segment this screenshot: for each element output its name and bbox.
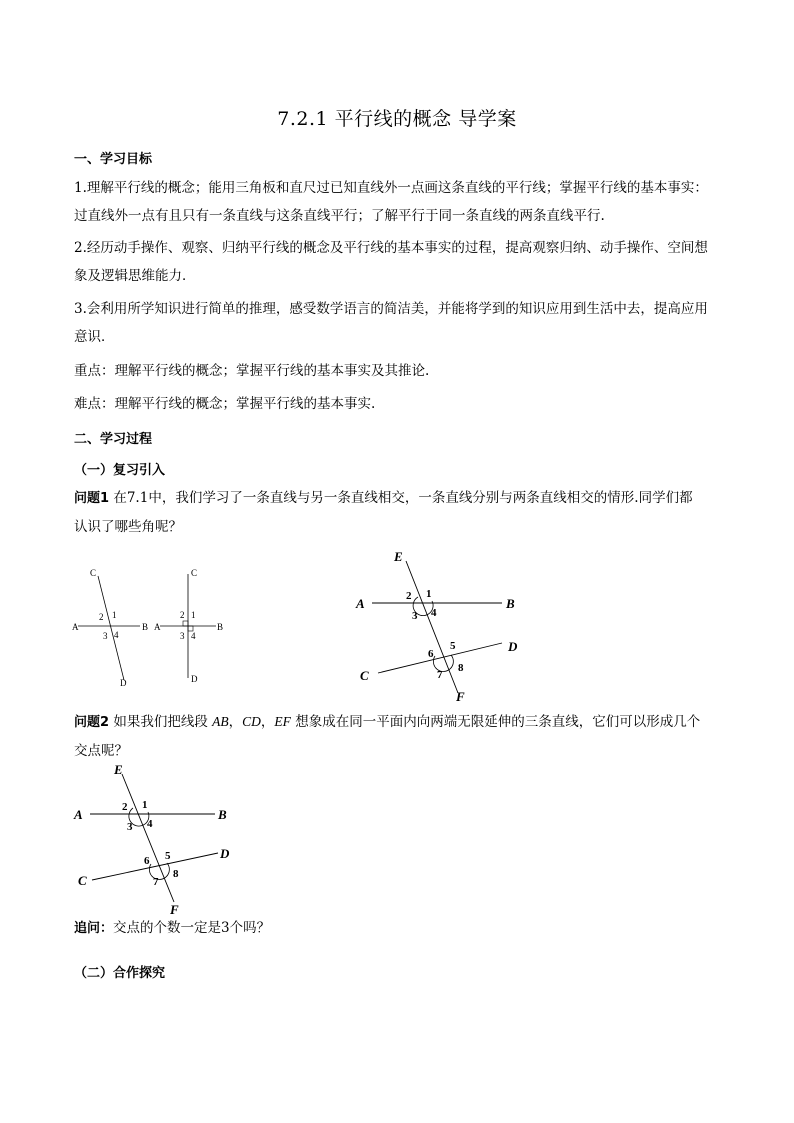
section-heading-goals: 一、学习目标 <box>74 152 153 167</box>
fig3-label-c: C <box>360 668 369 683</box>
fig1-label-b: B <box>142 622 149 632</box>
fig3-label-4: 4 <box>431 607 437 619</box>
separator: ， <box>260 714 275 730</box>
fig2-label-d: D <box>191 674 198 684</box>
line-ef <box>406 561 458 693</box>
fig4-label-8: 8 <box>173 868 179 880</box>
fig3-label-6: 6 <box>428 648 434 660</box>
figure-three-lines-large <box>350 545 530 705</box>
segment-ab: AB <box>212 714 229 729</box>
section-heading-process: 二、学习过程 <box>74 432 153 447</box>
goal-3 <box>74 295 724 351</box>
fig4-label-f: F <box>170 902 179 917</box>
question-2-text-a: 如果我们把线段 <box>113 714 208 730</box>
difficulty: 难点：理解平行线的概念；掌握平行线的基本事实. <box>74 396 376 412</box>
right-angle-mark <box>183 621 188 626</box>
goal-2 <box>74 234 724 290</box>
separator: ， <box>228 714 243 730</box>
fig3-label-7: 7 <box>437 669 443 681</box>
question-2-line-2: 交点呢？ <box>74 743 128 759</box>
fig3-label-f: F <box>456 689 465 704</box>
fig3-label-d: D <box>508 639 518 654</box>
fig1-label-a: A <box>72 622 79 632</box>
fig1-label-3: 3 <box>103 631 108 641</box>
fig2-label-2: 2 <box>180 610 185 620</box>
fig3-label-8: 8 <box>458 662 464 674</box>
fig3-label-e: E <box>394 549 403 564</box>
goal-1-line-1: 1.理解平行线的概念；能用三角板和直尺过已知直线外一点画这条直线的平行线；掌握平行线的基本事实： <box>74 180 708 196</box>
fig4-label-6: 6 <box>144 855 150 867</box>
goal-3-line-2: 意识． <box>74 329 115 345</box>
fig1-label-d: D <box>120 678 127 688</box>
goal-1 <box>74 174 724 230</box>
question-2 <box>74 708 724 765</box>
line-cd <box>98 576 124 680</box>
question-1-line-2: 认识了哪些角呢？ <box>74 519 182 535</box>
figure-perpendicular-lines <box>150 562 230 692</box>
goal-2-line-1: 2.经历动手操作、观察、归纳平行线的概念及平行线的基本事实的过程，提高观察归纳、动手操作、空间想 <box>74 240 708 256</box>
fig3-label-2: 2 <box>406 590 412 602</box>
fig4-label-1: 1 <box>142 799 148 811</box>
fig2-label-c: C <box>191 568 198 578</box>
segment-ef: EF <box>274 714 291 729</box>
fig4-label-2: 2 <box>122 801 128 813</box>
fig2-label-1: 1 <box>191 610 196 620</box>
fig2-label-a: A <box>154 622 161 632</box>
fig4-label-4: 4 <box>147 818 153 830</box>
question-2-text-b: 想象成在同一平面内向两端无限延伸的三条直线，它们可以形成几个 <box>295 714 701 730</box>
page-title: 7.2.1 平行线的概念 导学案 <box>277 108 517 130</box>
question-1-text: 在7.1中，我们学习了一条直线与另一条直线相交，一条直线分别与两条直线相交的情形.同学们都 <box>113 490 693 506</box>
subsection-cooperative-inquiry: （二）合作探究 <box>74 966 166 981</box>
fig4-label-7: 7 <box>153 876 159 888</box>
goal-1-line-2: 过直线外一点有且只有一条直线与这条直线平行；了解平行于同一条直线的两条直线平行. <box>74 208 605 224</box>
goal-2-line-2: 象及逻辑思维能力． <box>74 268 196 284</box>
follow-up-question <box>74 914 724 943</box>
subsection-review: （一）复习引入 <box>74 463 166 478</box>
fig4-label-5: 5 <box>165 850 171 862</box>
fig4-label-a: A <box>74 807 83 822</box>
fig1-label-1: 1 <box>112 610 117 620</box>
question-1-label: 问题1 <box>74 491 110 506</box>
question-1 <box>74 484 724 541</box>
segment-cd: CD <box>242 714 261 729</box>
fig3-label-3: 3 <box>412 610 418 622</box>
fig4-label-e: E <box>114 762 123 777</box>
goal-3-line-1: 3.会利用所学知识进行简单的推理，感受数学语言的简洁美，并能将学到的知识应用到生活中去，提高应用 <box>74 301 708 317</box>
key-point: 重点：理解平行线的概念；掌握平行线的基本事实及其推论. <box>74 363 430 379</box>
follow-up-label: 追问： <box>74 921 114 936</box>
follow-up-text: 交点的个数一定是3个吗？ <box>113 920 271 936</box>
fig3-label-a: A <box>356 596 365 611</box>
fig3-label-1: 1 <box>426 588 432 600</box>
figure-intersecting-lines <box>70 562 160 692</box>
line-ef <box>122 774 174 902</box>
fig2-label-b: B <box>217 622 224 632</box>
fig4-label-d: D <box>220 846 230 861</box>
fig1-label-4: 4 <box>114 630 119 640</box>
fig3-label-5: 5 <box>450 640 456 652</box>
figure-three-lines-small <box>70 760 250 920</box>
question-2-label: 问题2 <box>74 715 110 730</box>
fig2-label-3: 3 <box>180 631 185 641</box>
fig3-label-b: B <box>506 596 515 611</box>
fig4-label-c: C <box>78 873 87 888</box>
fig1-label-c: C <box>90 568 97 578</box>
fig1-label-2: 2 <box>99 612 104 622</box>
fig4-label-b: B <box>218 807 227 822</box>
fig4-label-3: 3 <box>127 821 133 833</box>
fig2-label-4: 4 <box>191 631 196 641</box>
